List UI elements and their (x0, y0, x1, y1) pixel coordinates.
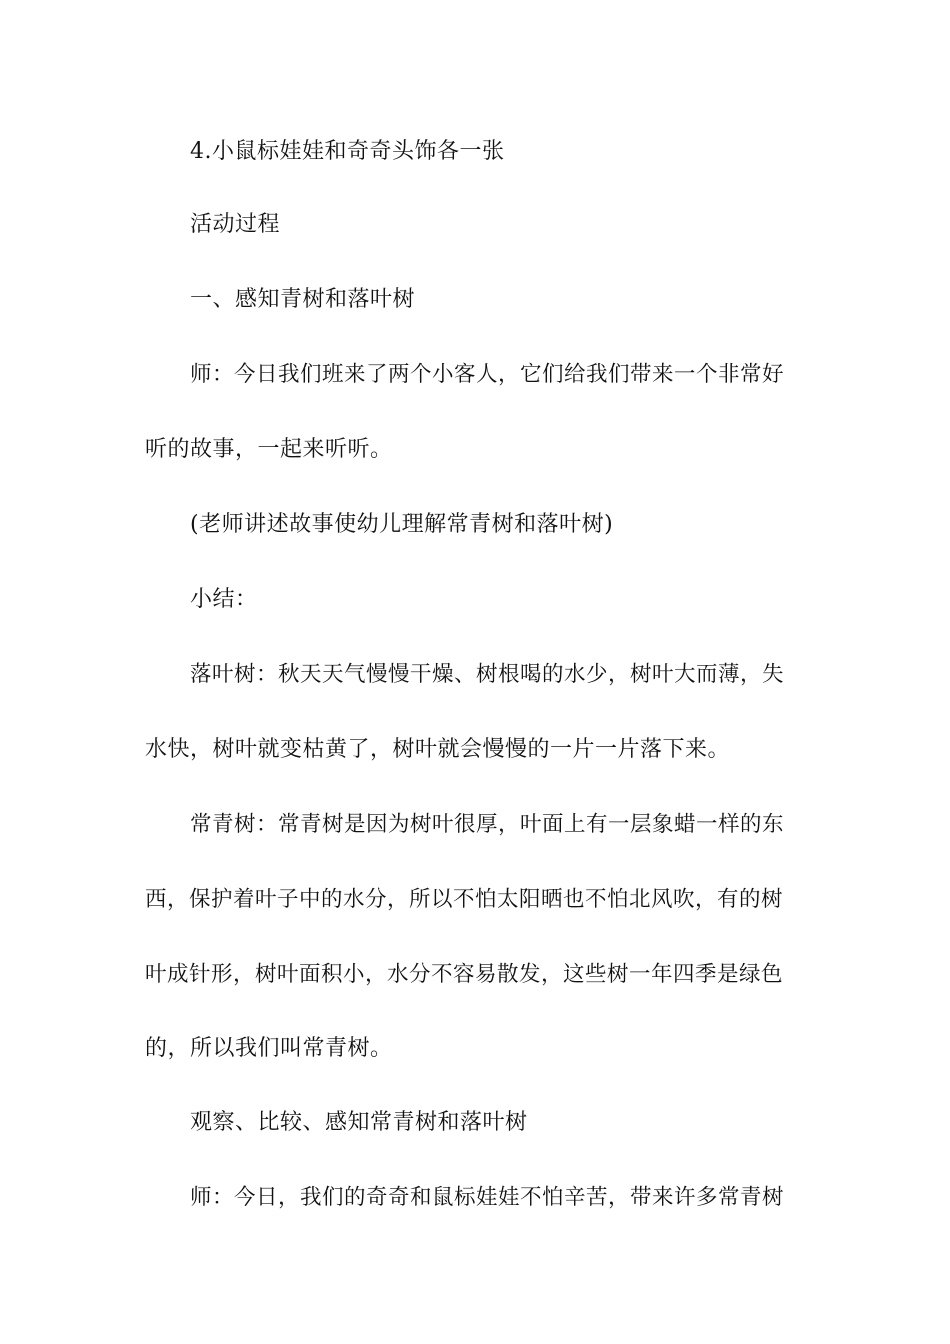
summary-label: 小结： (190, 587, 258, 612)
paragraph-line: 水快，树叶就变枯黄了，树叶就会慢慢的一片一片落下来。 (145, 737, 731, 762)
paragraph-line: 师：今日我们班来了两个小客人，它们给我们带来一个非常好 (190, 362, 785, 387)
paragraph-line: 的，所以我们叫常青树。 (145, 1036, 393, 1061)
paragraph-line: 落叶树：秋天天气慢慢干燥、树根喝的水少，树叶大而薄，失 (190, 662, 785, 687)
paragraph-line: 常青树：常青树是因为树叶很厚，叶面上有一层象蜡一样的东 (190, 812, 785, 837)
paragraph-line: 叶成针形，树叶面积小，水分不容易散发，这些树一年四季是绿色 (145, 962, 784, 987)
section-heading-activity-process: 活动过程 (190, 212, 281, 237)
section-heading-perceive-trees: 一、感知青树和落叶树 (190, 287, 416, 312)
paragraph-line: 西，保护着叶子中的水分，所以不怕太阳晒也不怕北风吹，有的树 (145, 887, 784, 912)
section-heading-observe-compare: 观察、比较、感知常青树和落叶树 (190, 1110, 528, 1135)
paragraph-line: (老师讲述故事使幼儿理解常青树和落叶树) (190, 512, 614, 537)
paragraph-line: 听的故事，一起来听听。 (145, 437, 393, 462)
materials-item-4: 4.小鼠标娃娃和奇奇头饰各一张 (190, 139, 505, 164)
paragraph-line: 师：今日，我们的奇奇和鼠标娃娃不怕辛苦，带来许多常青树 (190, 1185, 785, 1210)
